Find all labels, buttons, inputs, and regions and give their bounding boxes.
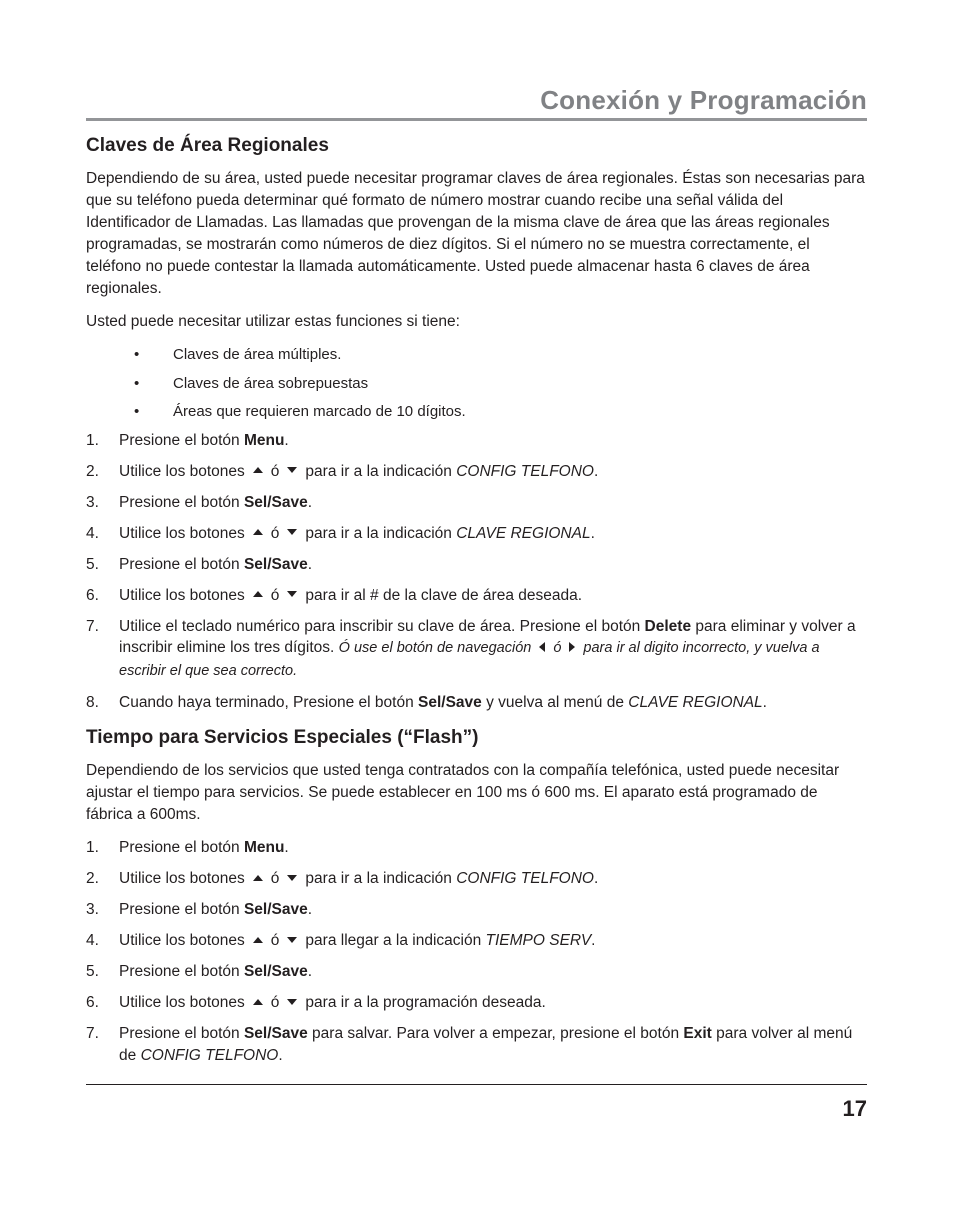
bullet: •	[134, 374, 140, 392]
up-arrow-icon	[253, 467, 263, 473]
regional-codes-steps	[86, 430, 867, 714]
display-indication: CLAVE REGIONAL	[628, 693, 763, 711]
step-number: 1.	[86, 431, 99, 449]
button-name: Menu	[243, 839, 285, 856]
step-item: 3. Presione el botón Sel/Save.	[86, 899, 867, 921]
step-item: 2. Utilice los botones ó para ir a la indicación CONFIG TELFONO.	[86, 461, 867, 483]
step-item: 7. Presione el botón Sel/Save para salvar. Para volver a empezar, presione el botón Exit para volver al menú de CONFIG TELFONO.	[86, 1025, 853, 1064]
step-number: 5.	[86, 555, 99, 573]
step-item: 7. Utilice el teclado numérico para inscribir su clave de área. Presione el botón Delete para eliminar y volver a inscribir elimine los tres dígitos. Ó use el botón de navegación ó para ir al digito incorrecto, y vuelva a escribir el que sea correcto.	[86, 617, 856, 679]
display-indication: CONFIG TELFONO	[456, 870, 594, 887]
step-note: Ó use el botón de navegación	[338, 640, 532, 656]
display-indication: TIEMPO SERV	[485, 932, 592, 949]
step-item: 4. Utilice los botones ó para llegar a la indicación TIEMPO SERV.	[86, 930, 867, 952]
footer-rule	[86, 1084, 867, 1085]
step-item: 5. Presione el botón Sel/Save.	[86, 961, 867, 983]
step-number: 1.	[86, 839, 99, 856]
step-number: 3.	[86, 901, 99, 918]
display-indication: CLAVE REGIONAL	[456, 524, 591, 542]
display-indication: CONFIG TELFONO	[456, 462, 594, 480]
button-name: Sel/Save	[243, 555, 308, 573]
button-name: Sel/Save	[243, 1025, 308, 1042]
step-number: 4.	[86, 932, 99, 949]
list-item: • Claves de área múltiples.	[86, 344, 867, 366]
up-arrow-icon	[253, 591, 263, 597]
button-name: Exit	[683, 1025, 712, 1042]
bullet: •	[134, 346, 140, 363]
flash-steps	[86, 837, 867, 1066]
step-item: 2. Utilice los botones ó para ir a la indicación CONFIG TELFONO.	[86, 868, 867, 890]
step-item: 5. Presione el botón Sel/Save.	[86, 554, 867, 576]
page-content	[86, 84, 867, 1076]
step-item: 4. Utilice los botones ó para ir a la indicación CLAVE REGIONAL.	[86, 523, 867, 545]
button-name: Sel/Save	[243, 963, 308, 980]
page-number: 17	[842, 1096, 867, 1121]
up-arrow-icon	[253, 529, 263, 535]
regional-codes-lead: Usted puede necesitar utilizar estas funciones si tiene:	[86, 313, 460, 330]
step-number: 2.	[86, 870, 99, 887]
list-item: • Áreas que requieren marcado de 10 dígitos.	[86, 401, 867, 423]
down-arrow-icon	[287, 937, 297, 943]
step-number: 4.	[86, 524, 99, 542]
section-heading-flash: Tiempo para Servicios Especiales (“Flash”)	[86, 727, 479, 748]
header-rule	[86, 118, 867, 121]
step-item: 1. Presione el botón Menu.	[86, 837, 867, 859]
bullet: •	[134, 403, 140, 420]
step-number: 6.	[86, 994, 99, 1011]
button-name: Sel/Save	[418, 693, 482, 711]
up-arrow-icon	[253, 937, 263, 943]
page-header-title: Conexión y Programación	[540, 85, 867, 115]
button-name: Sel/Save	[243, 901, 308, 918]
list-item: • Claves de área sobrepuestas	[86, 373, 867, 395]
step-item: 1. Presione el botón Menu.	[86, 430, 867, 452]
step-number: 7.	[86, 617, 99, 635]
up-arrow-icon	[253, 875, 263, 881]
step-number: 5.	[86, 963, 99, 980]
step-number: 3.	[86, 493, 99, 511]
down-arrow-icon	[287, 529, 297, 535]
display-indication: CONFIG TELFONO	[140, 1046, 279, 1064]
down-arrow-icon	[287, 591, 297, 597]
step-number: 6.	[86, 586, 99, 604]
step-number: 8.	[86, 693, 99, 711]
down-arrow-icon	[287, 875, 297, 881]
step-item: 6. Utilice los botones ó para ir al # de la clave de área deseada.	[86, 585, 867, 607]
down-arrow-icon	[287, 999, 297, 1005]
regional-codes-bullets	[86, 344, 867, 423]
flash-intro: Dependiendo de los servicios que usted tenga contratados con la compañía telefónica, usted puede necesitar ajustar el tiempo para servicios. Se puede establecer en 100 ms ó 600 ms. El aparato está programado de fábrica a 600ms.	[86, 762, 840, 823]
button-name: Sel/Save	[243, 493, 308, 511]
step-item: 3. Presione el botón Sel/Save.	[86, 492, 867, 514]
up-arrow-icon	[253, 999, 263, 1005]
step-note: para ir al digito incorrecto, y vuelva a escribir el que sea correcto.	[119, 640, 820, 679]
step-item: 8. Cuando haya terminado, Presione el botón Sel/Save y vuelva al menú de CLAVE REGIONAL.	[86, 692, 867, 714]
step-number: 2.	[86, 462, 99, 480]
step-number: 7.	[86, 1025, 99, 1042]
section-heading-regional-codes: Claves de Área Regionales	[86, 135, 329, 156]
regional-codes-intro: Dependiendo de su área, usted puede necesitar programar claves de área regionales. Éstas son necesarias para que su teléfono pueda determinar qué formato de número mostrar cuando recibe una señal válida del Identificador de Llamadas. Las llamadas que provengan de la misma clave de área que las áreas regionales programadas, se mostrarán como números de diez dígitos. Si el número no se muestra correctamente, el teléfono no puede contestar la llamada automáticamente. Usted puede almacenar hasta 6 claves de área regionales.	[86, 170, 865, 297]
step-item: 6. Utilice los botones ó para ir a la programación deseada.	[86, 992, 867, 1014]
button-name: Menu	[243, 431, 285, 449]
right-arrow-icon	[569, 642, 575, 652]
button-name: Delete	[644, 617, 692, 635]
left-arrow-icon	[539, 642, 545, 652]
down-arrow-icon	[287, 467, 297, 473]
